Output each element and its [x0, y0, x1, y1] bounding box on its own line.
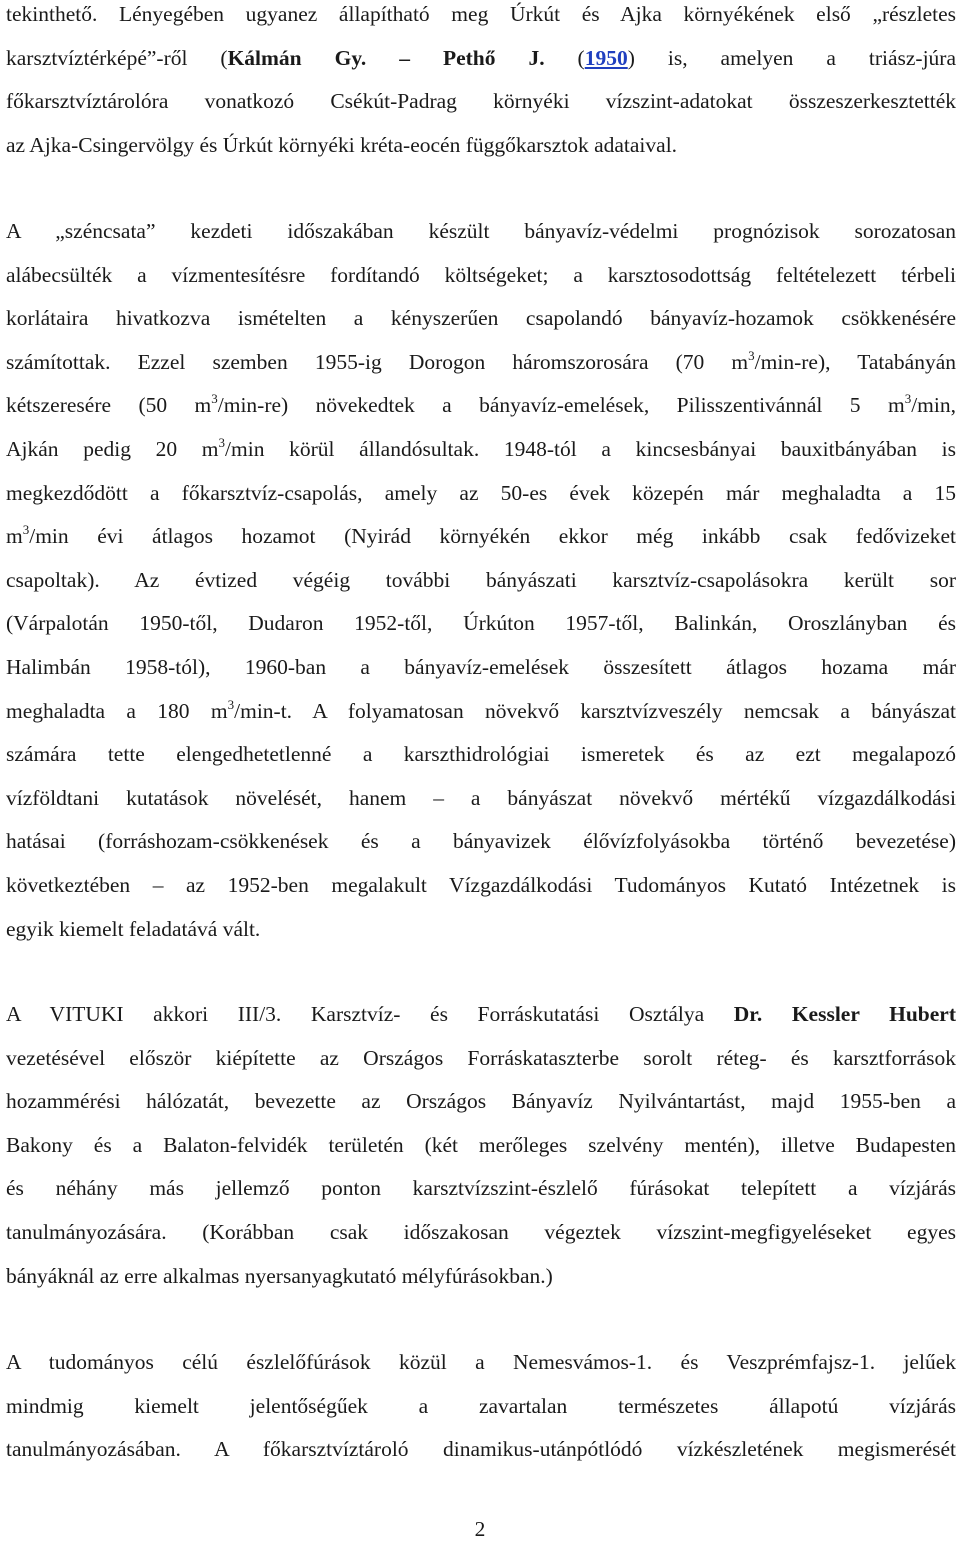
text-line — [6, 124, 956, 168]
text-segment: Halimbán 1958-tól), 1960-ban a bányavíz-emelések összesített átlagos hozama már — [6, 654, 956, 679]
text-line — [6, 515, 956, 559]
text-segment: /min-re) növekedtek a bányavíz-emelések, Pilisszentivánnál 5 m — [217, 393, 905, 418]
text-line — [6, 993, 956, 1037]
text-segment: főkarsztvíztárolóra vonatkozó Csékút-Padrag környéki vízszint-adatokat összeszerkesztették — [6, 89, 956, 114]
text-segment: tanulmányozásában. A főkarsztvíztároló dinamikus-utánpótlódó vízkészletének megismerését — [6, 1437, 956, 1462]
text-line — [6, 1255, 956, 1299]
text-line — [6, 820, 956, 864]
text-segment: /min-t. A folyamatosan növekvő karsztvízveszély nemcsak a bányászat — [234, 698, 957, 723]
text-line — [6, 1428, 956, 1472]
text-line — [6, 733, 956, 777]
text-segment: mindmig kiemelt jelentőségűek a zavartalan természetes állapotú vízjárás — [6, 1393, 956, 1418]
text-segment: /min körül állandósultak. 1948-tól a kincsesbányai bauxitbányában is — [225, 436, 956, 461]
text-segment: A tudományos célú észlelőfúrások közül a Nemesvámos-1. és Veszprémfajsz-1. jelűek — [6, 1350, 956, 1374]
text-segment: hozammérési hálózatát, bevezette az Országos Bányavíz Nyilvántartást, majd 1955-ben a — [6, 1089, 956, 1114]
page-number: 2 — [474, 1517, 486, 1541]
text-segment: tekinthető. Lényegében ugyanez állapítható meg Úrkút és Ajka környékének első „részletes — [6, 2, 956, 26]
text-line — [6, 646, 956, 690]
text-line — [6, 777, 956, 821]
text-line — [6, 1124, 956, 1168]
text-segment: kétszeresére (50 m — [6, 393, 212, 418]
text-segment: az Ajka-Csingervölgy és Úrkút környéki kréta-eocén függőkarsztok adataival. — [6, 132, 678, 157]
bold-text: Dr. Kessler Hubert — [733, 1002, 956, 1026]
text-line — [6, 341, 956, 385]
text-segment: /min évi átlagos hozamot (Nyirád környékén ekkor még inkább csak fedővizeket — [29, 524, 956, 549]
superscript: 3 — [227, 696, 235, 712]
paragraph-4 — [6, 1341, 956, 1472]
text-segment: Bakony és a Balaton-felvidék területén (két merőleges szelvény mentén), illetve Budapesten — [6, 1132, 956, 1157]
text-segment: alábecsülték a vízmentesítésre fordítandó költségeket; a karsztosodottság feltételezett térbeli — [6, 262, 956, 287]
text-segment: Ajkán pedig 20 m — [6, 436, 219, 461]
text-segment: /min, — [911, 393, 956, 418]
text-line — [6, 690, 956, 734]
text-line — [6, 80, 956, 124]
bold-text: Kálmán Gy. – Pethő J. — [227, 45, 545, 70]
text-line — [6, 254, 956, 298]
citation-link[interactable]: 1950 — [584, 45, 628, 70]
text-segment: ( — [544, 45, 585, 70]
text-segment: számára tette elengedhetetlenné a karszthidrológiai ismeretek és az ezt megalapozó — [6, 742, 956, 767]
text-line — [6, 908, 956, 952]
text-line — [6, 472, 956, 516]
superscript: 3 — [218, 434, 226, 450]
text-line — [6, 1385, 956, 1429]
text-line — [6, 210, 956, 254]
text-segment: /min-re), Tatabányán — [754, 349, 956, 374]
paragraph-2 — [6, 210, 956, 951]
text-segment: (Várpalotán 1950-től, Dudaron 1952-től, Úrkúton 1957-től, Balinkán, Oroszlányban és — [6, 611, 956, 636]
text-segment: vízföldtani kutatások növelését, hanem – a bányászat növekvő mértékű vízgazdálkodási — [6, 785, 956, 810]
paragraph-1 — [6, 0, 956, 167]
text-segment: csapoltak). Az évtized végéig további bányászati karsztvíz-csapolásokra került sor — [6, 567, 956, 592]
text-segment: ) is, amelyen a triász-júra — [627, 45, 956, 70]
text-line — [6, 0, 956, 37]
paragraph-3 — [6, 993, 956, 1298]
text-segment: számítottak. Ezzel szemben 1955-ig Dorogon háromszorosára (70 m — [6, 349, 749, 374]
text-segment: korlátaira hivatkozva ismételten a kényszerűen csapolandó bányavíz-hozamok csökkenésére — [6, 306, 956, 331]
superscript: 3 — [211, 391, 218, 407]
text-line — [6, 864, 956, 908]
text-segment: vezetésével először kiépítette az Országos Forráskataszterbe sorolt réteg- és karsztforrások — [6, 1045, 956, 1070]
text-segment: megkezdődött a főkarsztvíz-csapolás, amely az 50-es évek közepén már meghaladta a 15 — [6, 480, 956, 505]
text-segment: A VITUKI akkori III/3. Karsztvíz- és Forráskutatási Osztálya — [6, 1002, 734, 1026]
text-line — [6, 1341, 956, 1385]
superscript: 3 — [22, 522, 30, 538]
text-segment: A „széncsata” kezdeti időszakában készült bányavíz-védelmi prognózisok sorozatosan — [6, 219, 956, 243]
text-line — [6, 559, 956, 603]
text-segment: meghaladta a 180 m — [6, 698, 228, 723]
text-segment: egyik kiemelt feladatává vált. — [6, 916, 261, 941]
text-segment: és néhány más jellemző ponton karsztvízszint-észlelő fúrásokat telepített a vízjárás — [6, 1176, 956, 1201]
text-segment: bányáknál az erre alkalmas nyersanyagkutató mélyfúrásokban.) — [6, 1263, 553, 1288]
text-segment: karsztvíztérképé”-ről ( — [6, 45, 228, 70]
text-line — [6, 1167, 956, 1211]
text-line — [6, 1211, 956, 1255]
text-line — [6, 602, 956, 646]
text-segment: m — [6, 524, 23, 549]
text-line — [6, 1080, 956, 1124]
text-line — [6, 384, 956, 428]
text-line — [6, 428, 956, 472]
superscript: 3 — [904, 391, 912, 407]
text-segment: tanulmányozására. (Korábban csak időszakosan végeztek vízszint-megfigyeléseket egyes — [6, 1219, 956, 1244]
superscript: 3 — [748, 347, 755, 363]
text-segment: következtében – az 1952-ben megalakult Vízgazdálkodási Tudományos Kutató Intézetnek is — [6, 872, 956, 897]
text-line — [6, 37, 956, 81]
text-segment: hatásai (forráshozam-csökkenések és a bányavizek élővízfolyásokba történő bevezetése) — [6, 829, 956, 854]
text-line — [6, 297, 956, 341]
text-line — [6, 1037, 956, 1081]
